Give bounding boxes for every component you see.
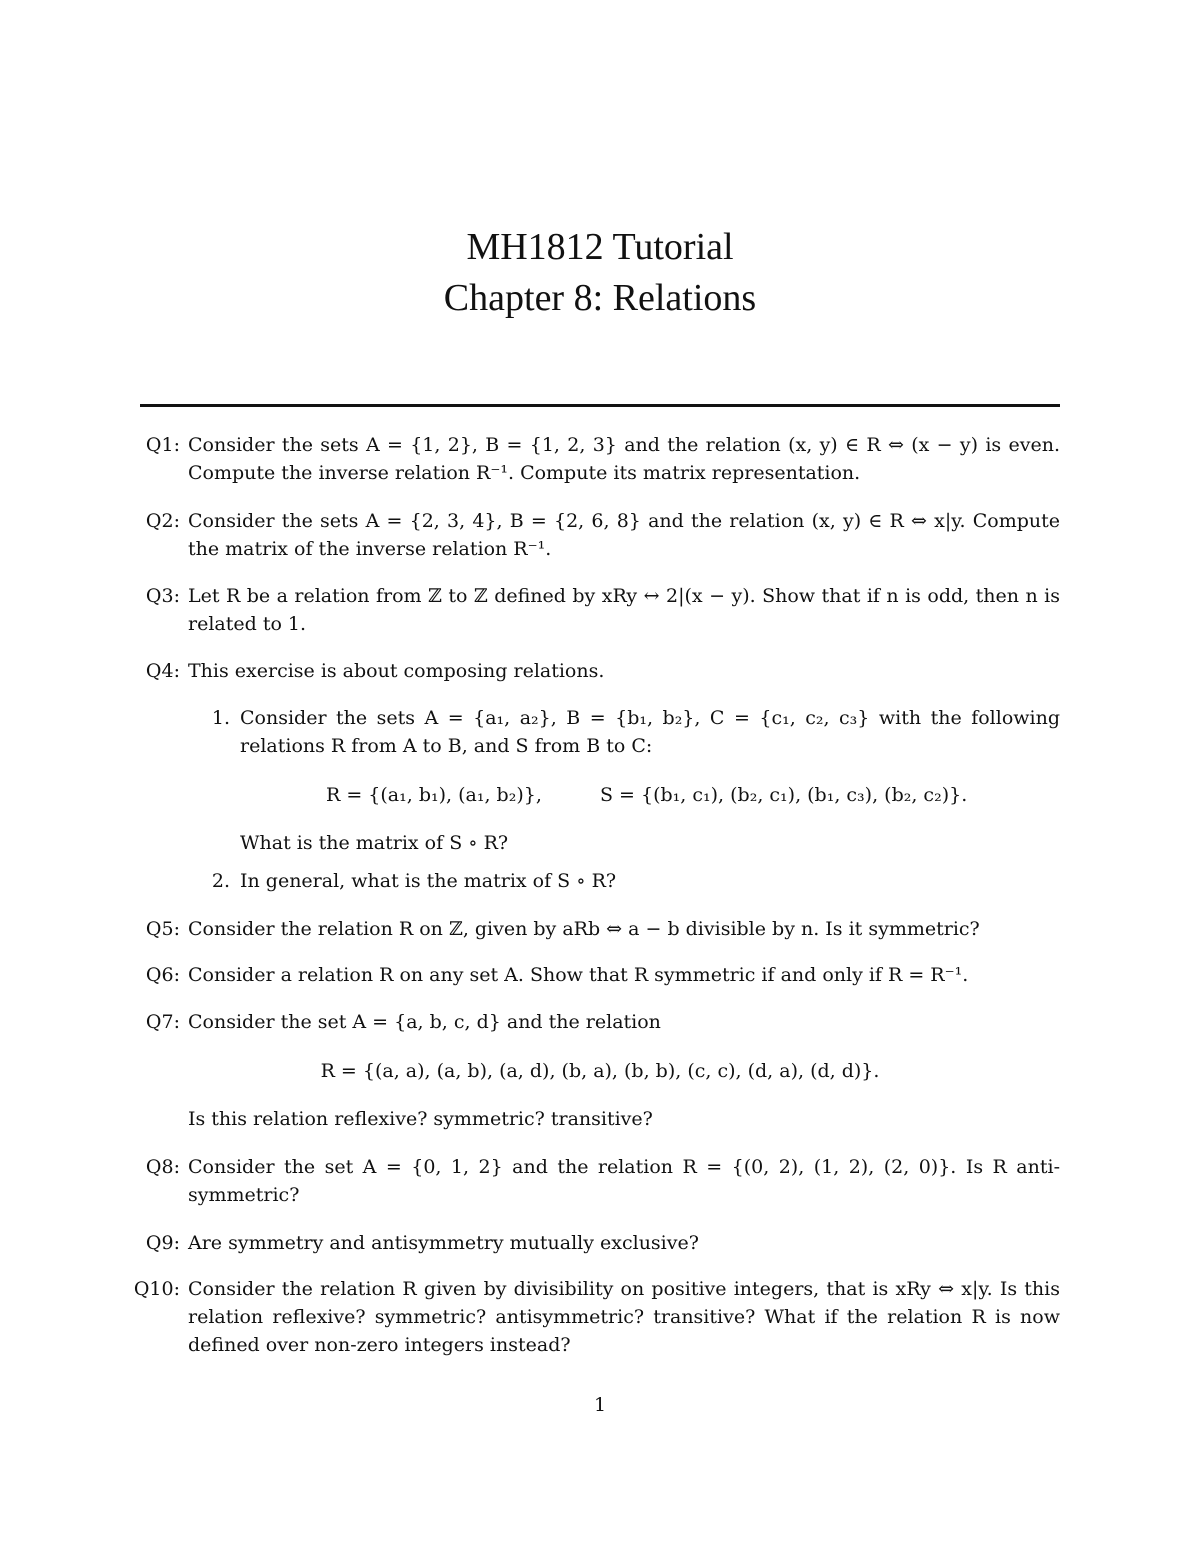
- q4-item-1: [200, 704, 1060, 760]
- question-7: [140, 1008, 1060, 1036]
- question-4: [140, 657, 1060, 685]
- q4-item-2: [200, 867, 1060, 895]
- question-label: Q10:: [133, 1278, 180, 1300]
- document-subtitle: Chapter 8: Relations: [443, 277, 757, 319]
- question-label: Q3:: [145, 585, 180, 607]
- question-1: [140, 431, 1060, 487]
- question-5: [140, 915, 1060, 943]
- q4-item-1-question: What is the matrix of S ∘ R?: [240, 832, 509, 854]
- question-label: Q9:: [145, 1232, 180, 1254]
- question-text: Consider the set A = {0, 1, 2} and the relation R = {(0, 2), (1, 2), (2, 0)}. Is R anti-symmetric?: [188, 1156, 1060, 1206]
- question-label: Q6:: [145, 964, 180, 986]
- question-9: [140, 1229, 1060, 1257]
- question-label: Q1:: [145, 434, 180, 456]
- relation-R-display: R = {(a₁, b₁), (a₁, b₂)},: [326, 784, 542, 806]
- question-8: [140, 1153, 1060, 1209]
- question-text: Consider the sets A = {1, 2}, B = {1, 2, 3} and the relation (x, y) ∈ R ⇔ (x − y) is even. Compute the inverse relation R⁻¹. Compute its matrix representation.: [188, 434, 1060, 484]
- relation-S-display: S = {(b₁, c₁), (b₂, c₁), (b₁, c₃), (b₂, c₂)}.: [600, 784, 968, 806]
- question-text: Let R be a relation from ℤ to ℤ defined by xRy ↔ 2|(x − y). Show that if n is odd, then n is related to 1.: [188, 585, 1060, 635]
- document-title: MH1812 Tutorial: [466, 226, 734, 268]
- relation-R-display: R = {(a, a), (a, b), (a, d), (b, a), (b, b), (c, c), (d, a), (d, d)}.: [320, 1060, 880, 1082]
- page-number: 1: [593, 1394, 607, 1416]
- question-label: Q4:: [145, 660, 180, 682]
- question-2: [140, 507, 1060, 563]
- question-3: [140, 582, 1060, 638]
- question-text: Consider the set A = {a, b, c, d} and the relation: [188, 1011, 661, 1033]
- question-text: Consider a relation R on any set A. Show that R symmetric if and only if R = R⁻¹.: [188, 964, 969, 986]
- question-6: [140, 961, 1060, 989]
- question-text: Consider the sets A = {2, 3, 4}, B = {2, 6, 8} and the relation (x, y) ∈ R ⇔ x|y. Compute the matrix of the inverse relation R⁻¹.: [188, 510, 1060, 560]
- question-text: Consider the relation R given by divisibility on positive integers, that is xRy ⇔ x|y. Is this relation reflexive? symmetric? antisymmetric? transitive? What if the relation R is now defined over non-zero integers instead?: [188, 1278, 1060, 1356]
- list-number: 2.: [211, 870, 230, 892]
- list-item-text: In general, what is the matrix of S ∘ R?: [240, 870, 617, 892]
- question-label: Q2:: [145, 510, 180, 532]
- horizontal-rule: [140, 404, 1060, 407]
- question-text: This exercise is about composing relations.: [188, 660, 605, 682]
- question-10: [133, 1275, 1060, 1359]
- question-text: Consider the relation R on ℤ, given by aRb ⇔ a − b divisible by n. Is it symmetric?: [188, 918, 980, 940]
- question-label: Q8:: [145, 1156, 180, 1178]
- question-label: Q5:: [145, 918, 180, 940]
- question-text: Are symmetry and antisymmetry mutually exclusive?: [188, 1232, 699, 1254]
- list-item-text: Consider the sets A = {a₁, a₂}, B = {b₁, b₂}, C = {c₁, c₂, c₃} with the following relations R from A to B, and S from B to C:: [240, 707, 1060, 757]
- list-number: 1.: [211, 707, 230, 729]
- question-label: Q7:: [145, 1011, 180, 1033]
- q7-question: Is this relation reflexive? symmetric? transitive?: [188, 1108, 653, 1130]
